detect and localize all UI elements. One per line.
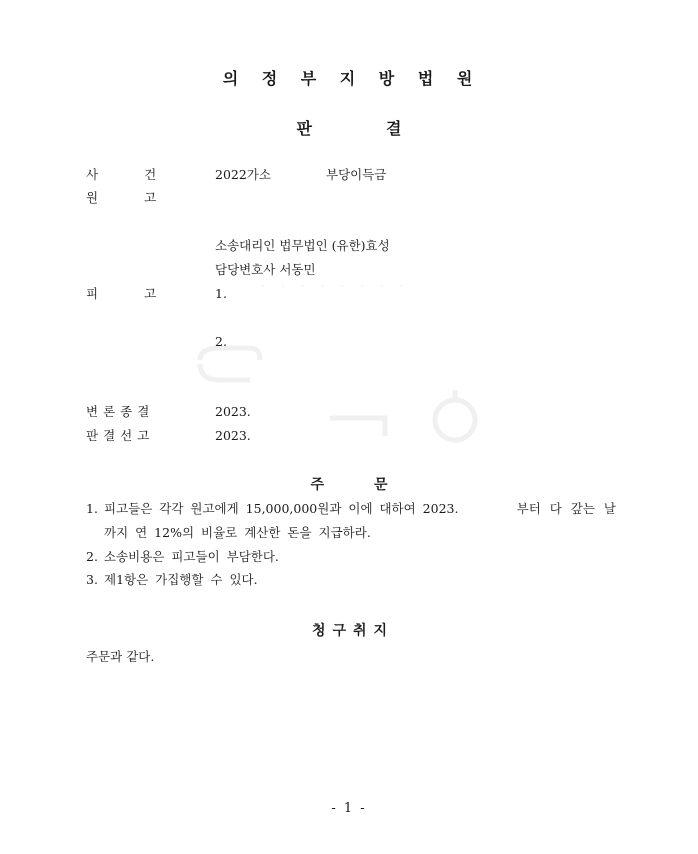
title-left-char: 판: [296, 119, 312, 138]
order-item-3-number: 3.: [86, 572, 98, 587]
ruling-date: 2023.: [215, 428, 251, 443]
order-title-left: 주: [310, 477, 324, 493]
case-name: 부당이득금: [326, 167, 387, 182]
order-item-1-number: 1.: [86, 501, 98, 516]
title-right-char: 결: [386, 119, 402, 138]
redaction-mark: · · · · · · · ·: [262, 282, 410, 292]
closing-date: 2023.: [215, 404, 251, 419]
plaintiff-counsel: 소송대리인 법무법인 (유한)효성: [215, 238, 390, 253]
order-title: [0, 474, 698, 494]
case-label: 사건: [86, 167, 203, 182]
closing-label: 변론종결: [86, 404, 155, 419]
order-item-1: [86, 497, 616, 545]
order-item-2-text: 소송비용은 피고들이 부담한다.: [104, 549, 279, 564]
page-number: - 1 -: [331, 801, 367, 816]
claim-title: 청구취지: [311, 623, 395, 639]
defendant-item-1: 1.: [215, 286, 227, 301]
order-item-2-number: 2.: [86, 549, 98, 564]
court-name: 의 정 부 지 방 법 원: [222, 69, 482, 88]
document-title: [0, 116, 698, 139]
order-item-3: [86, 568, 616, 592]
order-item-1-text-b: 부터 다 갚는 날: [516, 501, 616, 516]
case-number: 2022가소: [215, 167, 271, 182]
order-item-3-text: 제1항은 가집행할 수 있다.: [104, 572, 258, 587]
order-item-1-text-a: 피고들은 각각 원고에게 15,000,000원과 이에 대하여 2023.: [104, 501, 459, 516]
order-title-right: 문: [374, 477, 388, 493]
plaintiff-attorney: 담당변호사 서동민: [215, 262, 316, 277]
plaintiff-label: 원고: [86, 190, 203, 205]
claim-text: 주문과 같다.: [86, 649, 155, 664]
ruling-label: 판결선고: [86, 428, 155, 443]
order-item-1-text-c: 까지 연 12%의 비율로 계산한 돈을 지급하라.: [104, 525, 371, 540]
defendant-label: 피고: [86, 286, 203, 301]
defendant-item-2: 2.: [215, 334, 227, 349]
order-item-2: [86, 545, 616, 569]
